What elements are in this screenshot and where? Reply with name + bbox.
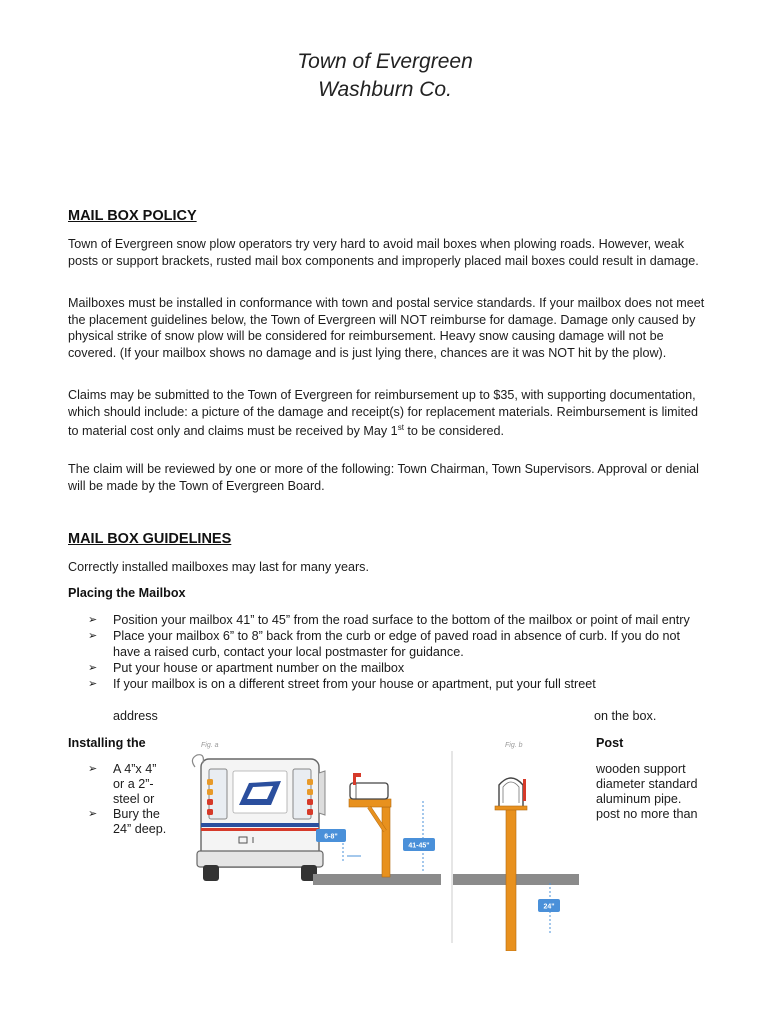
document-header [0,48,770,104]
arrow-bullet-icon: ➢ [88,678,98,690]
install-left-4: Bury the [113,807,160,821]
claims-ordinal: st [397,423,404,432]
arrow-bullet-icon: ➢ [88,662,98,674]
arrow-bullet-icon: ➢ [88,614,98,626]
address-tail-left: address [113,709,158,723]
list-item: ➢ Place your mailbox 6” to 8” back from the curb or edge of paved road in absence of curb. If you do not have a raised curb, contact your local postmaster for guidance. [88,629,681,659]
claims-text: Claims may be submitted to the Town of Evergreen for reimbursement up to $35, with supporting documentation, which should include: a picture of the damage and receipt(s) for replacement materials. Reimbursement is limited to material cost only and claims must be received by May 1 [68,388,698,439]
install-right-3: aluminum pipe. [596,792,682,806]
guidelines-title: MAIL BOX GUIDELINES [68,531,232,547]
install-right-4: post no more than [596,807,698,821]
policy-paragraph-4: The claim will be reviewed by one or more of the following: Town Chairman, Town Supervisors. Approval or denial will be made by the Town of Evergreen Board. [68,462,699,493]
list-item: ➢ Put your house or apartment number on the mailbox [88,661,405,675]
road-surface [313,874,333,885]
install-right-1: wooden support [596,762,686,776]
policy-paragraph-2: Mailboxes must be installed in conformance with town and postal service standards. If your mailbox does not meet the placement guidelines below, the Town of Evergreen will NOT reimburse for damage. Damage only caused by physical strike of snow plow will be considered for reimbursement. Heavy snow causing damage will not be covered. (If your mailbox shows no damage and is just lying there, chances are it was NOT hit by the plow). [68,296,705,360]
guidelines-intro: Correctly installed mailboxes may last for many years. [68,560,369,574]
placing-subtitle: Placing the Mailbox [68,586,186,600]
policy-paragraph-1: Town of Evergreen snow plow operators try very hard to avoid mail boxes when plowing roads. However, weak posts or support brackets, rusted mail box components and improperly placed mail boxes could result in damage. [68,237,699,268]
install-left-2: or a 2”- [113,777,154,791]
placing-list [88,612,708,692]
mail-truck-icon [192,755,325,881]
claims-text-end: to be considered. [403,424,505,439]
height-dimension-label: 41-45" [408,842,430,850]
install-left-3: steel or [113,792,155,806]
fig-a-label: Fig. a [201,742,219,749]
policy-paragraph-3 [68,387,708,440]
fig-b-label: Fig. b [505,742,523,749]
arrow-bullet-icon: ➢ [88,630,98,642]
policy-title: MAIL BOX POLICY [68,208,197,224]
depth-dimension-label: 24" [543,903,555,911]
installing-subtitle-right: Post [596,736,624,750]
list-item: ➢ Position your mailbox 41” to 45” from the road surface to the bottom of the mailbox or point of mail entry [88,613,690,627]
offset-dimension-label: 6-8" [324,833,338,841]
list-item: ➢ If your mailbox is on a different street from your house or apartment, put your full street [88,677,596,691]
install-left-5: 24” deep. [113,822,167,836]
install-left-1: A 4”x 4” [113,762,157,776]
address-tail-right: on the box. [594,709,657,723]
installing-subtitle-left: Installing the [68,736,146,750]
arrow-bullet-icon: ➢ [88,763,98,775]
install-right-2: diameter standard [596,777,698,791]
mailbox-placement-figure [183,733,585,951]
arrow-bullet-icon: ➢ [88,808,98,820]
town-name: Town of Evergreen [297,50,473,73]
county-name: Washburn Co. [318,78,452,101]
